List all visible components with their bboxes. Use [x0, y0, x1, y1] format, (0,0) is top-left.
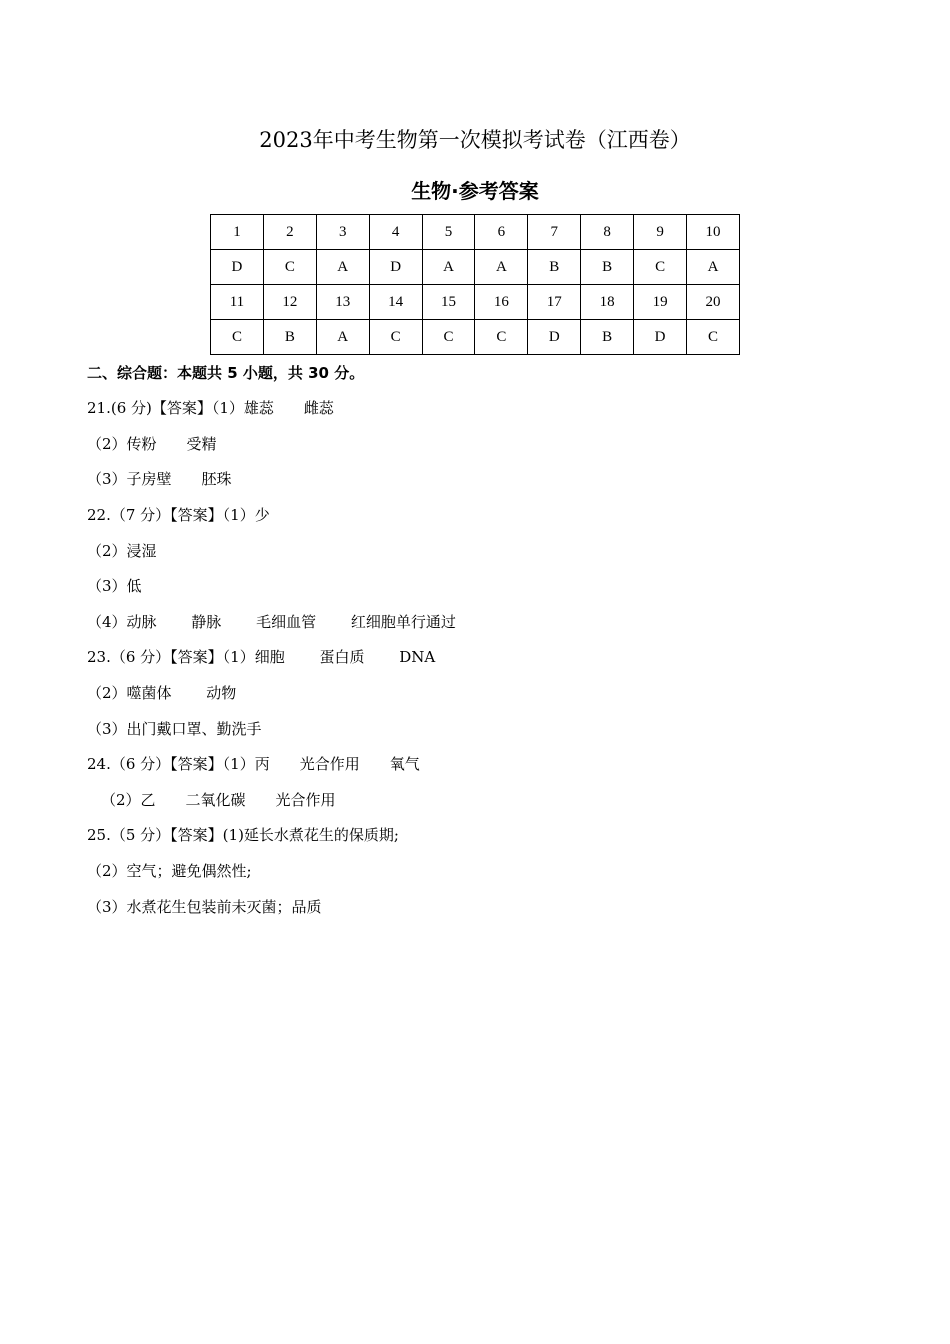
- question-number-cell: 7: [528, 215, 581, 250]
- question-number-cell: 14: [369, 285, 422, 320]
- answer-letter-cell: C: [263, 250, 316, 285]
- section-heading: 二、综合题：本题共 5 小题，共 30 分。: [87, 364, 365, 382]
- answer-line-21-1: 21.(6 分)【答案】（1）雄蕊 雌蕊: [87, 399, 334, 417]
- question-number-cell: 18: [581, 285, 634, 320]
- question-number-cell: 5: [422, 215, 475, 250]
- question-number-cell: 20: [687, 285, 740, 320]
- answer-line-22-2: （2）浸湿: [87, 542, 157, 560]
- answer-letter-row: [211, 320, 740, 355]
- answer-letter-cell: A: [316, 250, 369, 285]
- answer-letter-cell: A: [422, 250, 475, 285]
- answer-letter-cell: C: [475, 320, 528, 355]
- answer-letter-cell: D: [211, 250, 264, 285]
- answer-line-21-3: （3）子房壁 胚珠: [87, 470, 232, 488]
- answer-line-23-1: 23.（6 分）【答案】（1）细胞 蛋白质 DNA: [87, 648, 436, 666]
- question-number-cell: 19: [634, 285, 687, 320]
- question-number-cell: 15: [422, 285, 475, 320]
- answer-line-21-2: （2）传粉 受精: [87, 435, 217, 453]
- answer-line-24-1: 24.（6 分）【答案】（1）丙 光合作用 氧气: [87, 755, 420, 773]
- answer-line-22-1: 22.（7 分）【答案】（1）少: [87, 506, 270, 524]
- answer-line-24-2: （2）乙 二氧化碳 光合作用: [101, 791, 336, 809]
- answer-letter-cell: B: [528, 250, 581, 285]
- answer-letter-cell: C: [369, 320, 422, 355]
- answer-letter-cell: B: [263, 320, 316, 355]
- answer-letter-cell: C: [422, 320, 475, 355]
- document-title: 2023年中考生物第一次模拟考试卷（江西卷）: [259, 128, 691, 152]
- question-number-cell: 3: [316, 215, 369, 250]
- answer-letter-cell: A: [475, 250, 528, 285]
- question-number-cell: 6: [475, 215, 528, 250]
- answer-line-23-3: （3）出门戴口罩、勤洗手: [87, 720, 262, 738]
- answer-line-22-3: （3）低: [87, 577, 142, 595]
- answer-letter-cell: B: [581, 320, 634, 355]
- question-number-cell: 8: [581, 215, 634, 250]
- answer-letter-cell: D: [369, 250, 422, 285]
- answer-letter-cell: A: [687, 250, 740, 285]
- answer-letter-cell: D: [634, 320, 687, 355]
- question-number-cell: 4: [369, 215, 422, 250]
- question-number-cell: 13: [316, 285, 369, 320]
- question-number-row: [211, 215, 740, 250]
- answer-table: [210, 214, 740, 355]
- document-subtitle: 生物·参考答案: [411, 179, 539, 203]
- answer-letter-cell: C: [211, 320, 264, 355]
- answer-line-22-4: （4）动脉 静脉 毛细血管 红细胞单行通过: [87, 613, 456, 631]
- question-number-cell: 9: [634, 215, 687, 250]
- question-number-cell: 11: [211, 285, 264, 320]
- question-number-cell: 10: [687, 215, 740, 250]
- answer-line-25-1: 25.（5 分）【答案】(1)延长水煮花生的保质期;: [87, 826, 399, 844]
- answer-letter-cell: A: [316, 320, 369, 355]
- answer-letter-cell: D: [528, 320, 581, 355]
- question-number-cell: 12: [263, 285, 316, 320]
- question-number-cell: 17: [528, 285, 581, 320]
- question-number-cell: 1: [211, 215, 264, 250]
- answer-line-25-2: （2）空气；避免偶然性;: [87, 862, 252, 880]
- answer-letter-row: [211, 250, 740, 285]
- question-number-cell: 2: [263, 215, 316, 250]
- answer-line-23-2: （2）噬菌体 动物: [87, 684, 237, 702]
- answer-letter-cell: C: [687, 320, 740, 355]
- answer-letter-cell: B: [581, 250, 634, 285]
- answer-letter-cell: C: [634, 250, 687, 285]
- question-number-cell: 16: [475, 285, 528, 320]
- question-number-row: [211, 285, 740, 320]
- answer-line-25-3: （3）水煮花生包装前未灭菌；品质: [87, 898, 322, 916]
